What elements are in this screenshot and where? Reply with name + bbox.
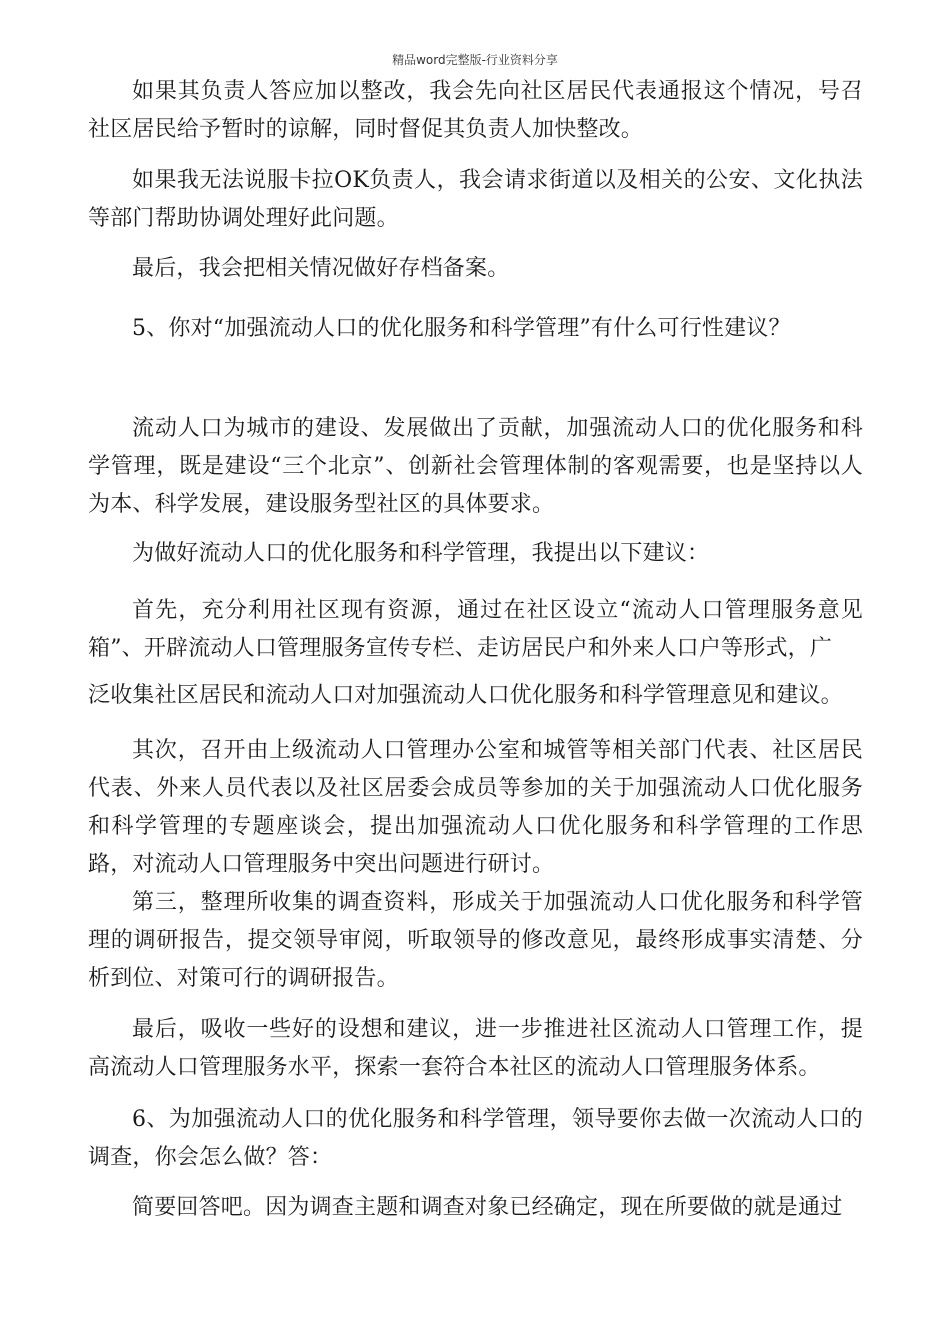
paragraph-suggestions-intro: 为做好流动人口的优化服务和科学管理，我提出以下建议： [132,541,710,566]
paragraph-first: 首先，充分利用社区现有资源，通过在社区设立“流动人口管理服务意见箱”、开辟流动人口管理服务宣传专栏、走访居民户和外来人口户等形式，广 [88,598,863,661]
paragraph-answer: 简要回答吧。因为调查主题和调查对象已经确定，现在所要做的就是通过 [132,1195,843,1220]
paragraph-rectification: 如果其负责人答应加以整改，我会先向社区居民代表通报这个情况，号召社区居民给予暂时的谅解，同时督促其负责人加快整改。 [88,79,863,142]
question-5: 5、你对“加强流动人口的优化服务和科学管理”有什么可行性建议？ [132,316,791,341]
paragraph-first-continued: 泛收集社区居民和流动人口对加强流动人口优化服务和科学管理意见和建议。 [88,683,843,708]
paragraph-third: 第三，整理所收集的调查资料，形成关于加强流动人口优化服务和科学管理的调研报告，提交领导审阅，听取领导的修改意见，最终形成事实清楚、分析到位、对策可行的调研报告。 [88,890,863,991]
paragraph-archive: 最后，我会把相关情况做好存档备案。 [132,256,510,281]
paragraph-contribution: 流动人口为城市的建设、发展做出了贡献，加强流动人口的优化服务和科学管理，既是建设“三个北京”、创新社会管理体制的客观需要，也是坚持以人为本、科学发展，建设服务型社区的具体要求。 [88,416,863,517]
paragraph-lastly: 最后，吸收一些好的设想和建议，进一步推进社区流动人口管理工作，提高流动人口管理服务水平，探索一套符合本社区的流动人口管理服务体系。 [88,1017,863,1080]
paragraph-coordination: 如果我无法说服卡拉OK负责人，我会请求街道以及相关的公安、文化执法等部门帮助协调处理好此问题。 [88,168,863,231]
question-6: 6、为加强流动人口的优化服务和科学管理，领导要你去做一次流动人口的调查，你会怎么做？答： [88,1107,863,1170]
paragraph-second: 其次，召开由上级流动人口管理办公室和城管等相关部门代表、社区居民代表、外来人员代表以及社区居委会成员等参加的关于加强流动人口优化服务和科学管理的专题座谈会，提出加强流动人口优化服务和科学管理的工作思路，对流动人口管理服务中突出问题进行研讨。 [88,738,863,877]
page-header: 精品word完整版-行业资料分享 [392,53,558,67]
